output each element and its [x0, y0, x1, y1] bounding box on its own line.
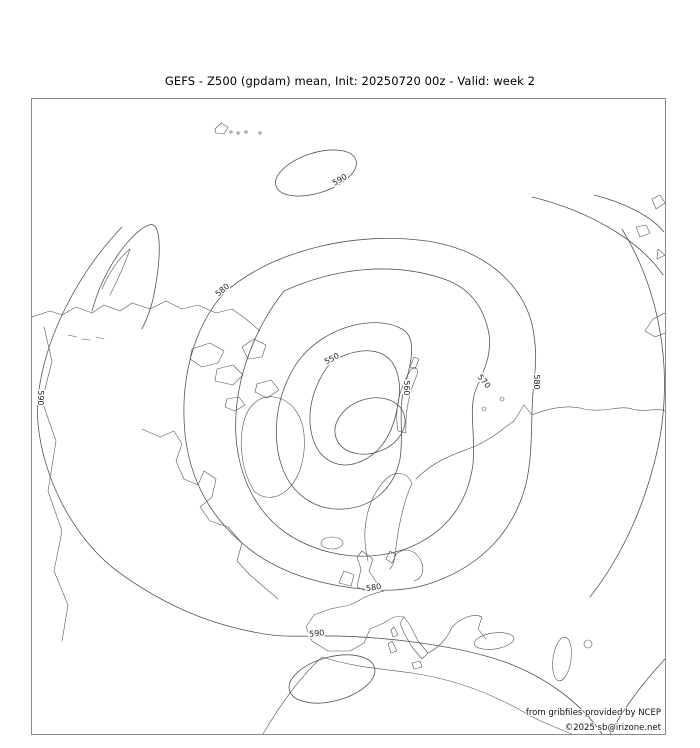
coastline-italy	[400, 617, 428, 659]
credit-copyright-line: ©2025 sb@irizone.net	[564, 723, 661, 733]
coastline-sardinia	[388, 641, 397, 653]
coastline-aral-sea	[584, 640, 592, 648]
contour-arc-right-edge	[590, 229, 664, 597]
coastline-ireland	[339, 571, 354, 586]
coastline-canadian-archipelago	[190, 339, 279, 411]
contour-570-loop	[236, 269, 490, 556]
hemisphere-map	[32, 99, 665, 734]
contour-label-590-bottom: 590	[308, 628, 325, 639]
contour-label-560-center: 560	[402, 380, 411, 396]
coastline-aleutian-dashes	[68, 335, 104, 340]
coastlines	[32, 123, 665, 734]
contour-ridge-upper-left	[92, 225, 159, 329]
coastline-west-europe	[306, 591, 404, 651]
page-title: GEFS - Z500 (gpdam) mean, Init: 20250720 00z - Valid: week 2	[164, 74, 536, 88]
credit-source-line: from gribfiles provided by NCEP	[525, 708, 661, 718]
coastline-kamchatka	[102, 249, 130, 295]
coastline-hudson-bay-na	[142, 429, 278, 599]
credits	[526, 708, 662, 733]
contour-560-loop	[276, 323, 411, 510]
coastline-arctic-islet-2	[237, 132, 239, 134]
coastline-arctic-islet-4	[259, 132, 261, 134]
coastline-greenland	[241, 397, 304, 498]
contour-arc-top-right-2	[594, 195, 664, 232]
coastline-iceland	[321, 537, 343, 549]
contour-arc-top-right-1	[532, 197, 663, 275]
coastline-arctic-islet-3	[245, 131, 247, 133]
contour-label-580-upperleft: 580	[213, 281, 232, 299]
contour-540-inner-low	[327, 388, 413, 463]
coastline-sicily	[412, 661, 422, 669]
contour-high-iberia	[284, 646, 380, 711]
contour-590-outer	[37, 227, 602, 734]
contour-590-high-top	[270, 141, 362, 205]
coastline-north-africa	[263, 657, 572, 734]
contour-label-570-right: 570	[475, 372, 493, 391]
coastline-arctic-islands-top	[215, 123, 228, 134]
contour-label-group	[36, 172, 541, 639]
contour-label-590-left: 590	[36, 390, 45, 406]
contour-label-590-top: 590	[330, 172, 349, 188]
coastline-arctic-islet-1	[230, 131, 232, 133]
contour-label-580-right: 580	[532, 374, 541, 390]
contour-550-loop	[310, 351, 400, 465]
contour-580-loop	[184, 238, 536, 590]
coastline-baltic	[395, 550, 423, 581]
map-frame	[31, 98, 666, 735]
coastline-siberia	[416, 405, 665, 479]
contour-label-550-center: 550	[322, 351, 341, 367]
coastline-north-america-west	[42, 327, 68, 641]
coastline-caspian-sea	[550, 636, 574, 682]
coastline-corsica	[391, 627, 398, 637]
coastline-kara-islet-2	[500, 397, 504, 401]
contour-label-580-bottom: 580	[365, 582, 382, 594]
coastline-kara-islet-1	[482, 407, 486, 411]
coastline-islands-top-right	[636, 195, 665, 337]
coastline-black-sea	[473, 630, 515, 651]
